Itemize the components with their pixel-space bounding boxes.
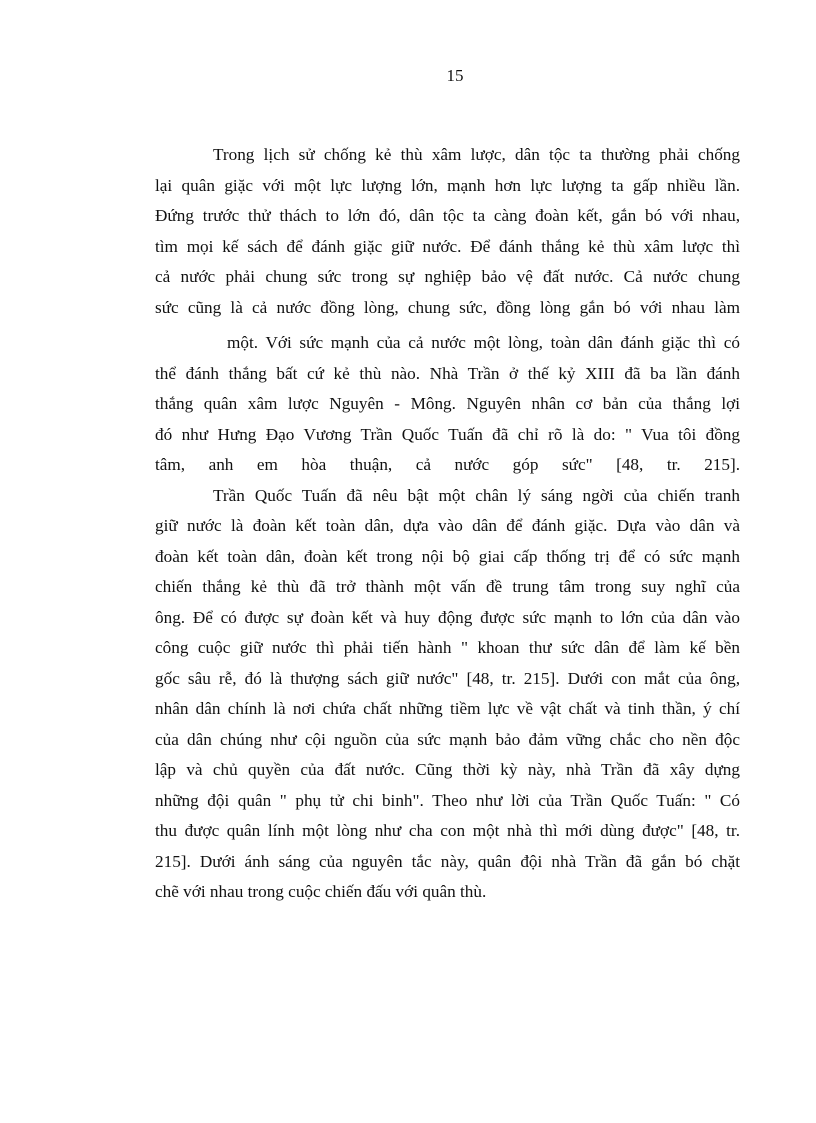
- text-line: một. Với sức mạnh của cả nước một lòng, toàn dân đánh giặc thì có: [227, 333, 740, 352]
- paragraph-3: [155, 481, 740, 908]
- page-number: 15: [446, 66, 464, 85]
- text-line: của dân chúng như cội nguồn của sức mạnh bảo đảm vững chắc cho nền độc: [155, 729, 740, 749]
- text-line: tâm, anh em hòa thuận, cả nước góp sức" [48, tr. 215].: [155, 455, 740, 474]
- text-line: thu được quân lính một lòng như cha con một nhà thì mới dùng được" [48, tr.: [155, 821, 740, 840]
- text-line: Đứng trước thử thách to lớn đó, dân tộc ta càng đoàn kết, gắn bó với nhau,: [155, 206, 740, 225]
- text-line: nhân dân chính là nơi chứa chất những tiềm lực về vật chất và tinh thần, ý chí: [155, 699, 740, 718]
- text-line: Trong lịch sử chống kẻ thù xâm lược, dân tộc ta thường phải chống: [213, 145, 740, 164]
- text-line: lại quân giặc với một lực lượng lớn, mạnh hơn lực lượng ta gấp nhiều lần.: [155, 175, 740, 195]
- text-line: cả nước phải chung sức trong sự nghiệp bảo vệ đất nước. Cả nước chung: [155, 267, 740, 286]
- text-line: công cuộc giữ nước thì phải tiến hành " khoan thư sức dân để làm kế bền: [155, 638, 740, 657]
- text-line: đoàn kết toàn dân, đoàn kết trong nội bộ giai cấp thống trị để có sức mạnh: [155, 546, 740, 566]
- text-line: tìm mọi kế sách để đánh giặc giữ nước. Để đánh thắng kẻ thù xâm lược thì: [155, 236, 740, 256]
- text-line: Trần Quốc Tuấn đã nêu bật một chân lý sáng ngời của chiến tranh: [213, 485, 740, 505]
- text-line: chẽ với nhau trong cuộc chiến đấu với quân thù.: [155, 882, 487, 901]
- paragraph-2: [155, 328, 740, 481]
- paragraph-1: [155, 140, 740, 323]
- text-line: chiến thắng kẻ thù đã trở thành một vấn đề trung tâm trong suy nghĩ của: [155, 577, 740, 596]
- text-line: đó như Hưng Đạo Vương Trần Quốc Tuấn đã chỉ rõ là do: " Vua tôi đồng: [155, 424, 740, 444]
- text-line: 215]. Dưới ánh sáng của nguyên tắc này, quân đội nhà Trần đã gắn bó chặt: [155, 851, 740, 871]
- text-line: thắng quân xâm lược Nguyên - Mông. Nguyên nhân cơ bản của thắng lợi: [155, 394, 740, 413]
- text-line: gốc sâu rễ, đó là thượng sách giữ nước" [48, tr. 215]. Dưới con mắt của ông,: [155, 668, 740, 688]
- text-line: lập và chủ quyền của đất nước. Cũng thời kỳ này, nhà Trần đã xây dựng: [155, 760, 740, 779]
- text-line: những đội quân " phụ tử chi binh". Theo như lời của Trần Quốc Tuấn: " Có: [155, 790, 740, 810]
- text-block-main: [155, 328, 740, 908]
- text-line: sức cũng là cả nước đồng lòng, chung sức, đồng lòng gắn bó với nhau làm: [155, 297, 740, 317]
- text-line: thể đánh thắng bất cứ kẻ thù nào. Nhà Trần ở thế kỷ XIII đã ba lần đánh: [155, 363, 740, 383]
- text-block-intro: [155, 140, 740, 323]
- text-line: giữ nước là đoàn kết toàn dân, dựa vào dân để đánh giặc. Dựa vào dân và: [155, 516, 740, 535]
- text-line: ông. Để có được sự đoàn kết và huy động được sức mạnh to lớn của dân vào: [155, 607, 740, 627]
